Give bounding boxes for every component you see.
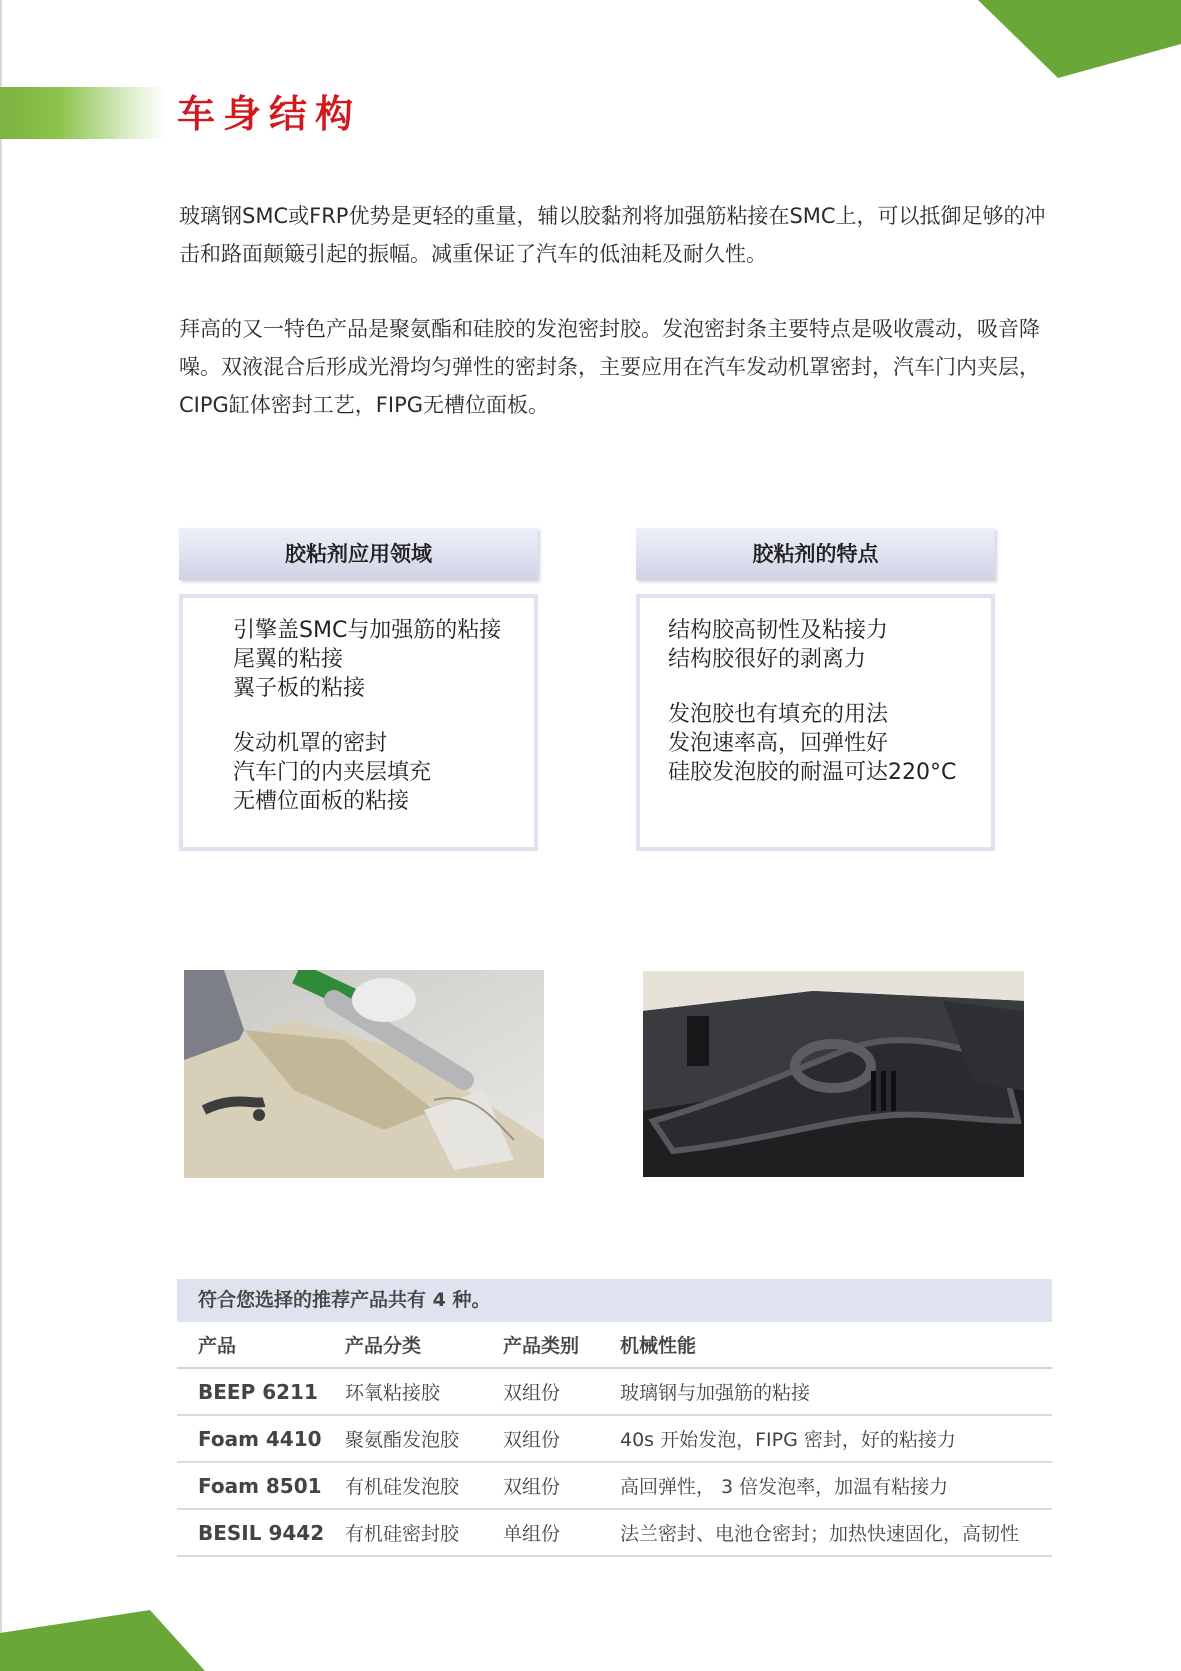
product-performance: 法兰密封、电池仓密封；加热快速固化，高韧性 <box>619 1509 1052 1556</box>
intro-paragraph-1: 玻璃钢SMC或FRP优势是更轻的重量，辅以胶黏剂将加强筋粘接在SMC上，可以抵御足够的冲击和路面颠簸引起的振幅。减重保证了汽车的低油耗及耐久性。 <box>179 204 1046 266</box>
product-type: 双组份 <box>502 1415 619 1462</box>
applications-panel <box>179 594 538 851</box>
table-row <box>177 1509 1052 1556</box>
list-item: 翼子板的粘接 <box>233 676 366 701</box>
applications-heading: 胶粘剂应用领域 <box>179 528 538 580</box>
product-category: 环氧粘接胶 <box>344 1368 502 1415</box>
title-accent-bar <box>0 87 165 139</box>
product-category: 聚氨酯发泡胶 <box>344 1415 502 1462</box>
product-name: Foam 8501 <box>177 1462 344 1509</box>
table-row <box>177 1462 1052 1509</box>
intro-paragraph-2: 拜高的又一特色产品是聚氨酯和硅胶的发泡密封胶。发泡密封条主要特点是吸收震动，吸音降噪。双液混合后形成光滑均匀弹性的密封条，主要应用在汽车发动机罩密封，汽车门内夹层，CIPG缸体密封工艺，FIPG无槽位面板。 <box>179 317 1040 417</box>
column-header: 产品类别 <box>502 1322 619 1368</box>
table-header-row <box>177 1322 1052 1368</box>
column-header: 机械性能 <box>619 1322 1052 1368</box>
list-item: 发泡胶也有填充的用法 <box>668 702 889 727</box>
column-header: 产品分类 <box>344 1322 502 1368</box>
page-left-border <box>0 0 2 1671</box>
table-row <box>177 1415 1052 1462</box>
list-item: 硅胶发泡胶的耐温可达220°C <box>668 760 957 785</box>
table-caption: 符合您选择的推荐产品共有 4 种。 <box>177 1279 1052 1322</box>
table-row <box>177 1368 1052 1415</box>
product-category: 有机硅密封胶 <box>344 1509 502 1556</box>
product-table <box>177 1322 1052 1557</box>
bottom-left-green-shape <box>0 1610 205 1671</box>
list-item: 结构胶高韧性及粘接力 <box>668 618 889 643</box>
list-item: 发泡速率高，回弹性好 <box>668 731 889 756</box>
product-name: BESIL 9442 <box>177 1509 344 1556</box>
photo-adhesive-application <box>184 970 544 1178</box>
top-right-green-shape <box>978 0 1181 78</box>
column-header: 产品 <box>177 1322 344 1368</box>
list-item: 无槽位面板的粘接 <box>233 789 410 814</box>
product-type: 双组份 <box>502 1462 619 1509</box>
product-type: 双组份 <box>502 1368 619 1415</box>
list-item: 结构胶很好的剥离力 <box>668 647 867 672</box>
product-performance: 玻璃钢与加强筋的粘接 <box>619 1368 1052 1415</box>
product-name: Foam 4410 <box>177 1415 344 1462</box>
list-item: 发动机罩的密封 <box>233 731 388 756</box>
list-item: 引擎盖SMC与加强筋的粘接 <box>233 618 502 643</box>
product-performance: 高回弹性， 3 倍发泡率，加温有粘接力 <box>619 1462 1052 1509</box>
product-name: BEEP 6211 <box>177 1368 344 1415</box>
list-item: 尾翼的粘接 <box>233 647 344 672</box>
photo-foam-seal <box>643 971 1024 1177</box>
list-item: 汽车门的内夹层填充 <box>233 760 432 785</box>
product-category: 有机硅发泡胶 <box>344 1462 502 1509</box>
page-title: 车身结构 <box>177 91 362 136</box>
product-performance: 40s 开始发泡，FIPG 密封，好的粘接力 <box>619 1415 1052 1462</box>
features-heading: 胶粘剂的特点 <box>636 528 995 580</box>
product-type: 单组份 <box>502 1509 619 1556</box>
features-panel <box>636 594 995 851</box>
